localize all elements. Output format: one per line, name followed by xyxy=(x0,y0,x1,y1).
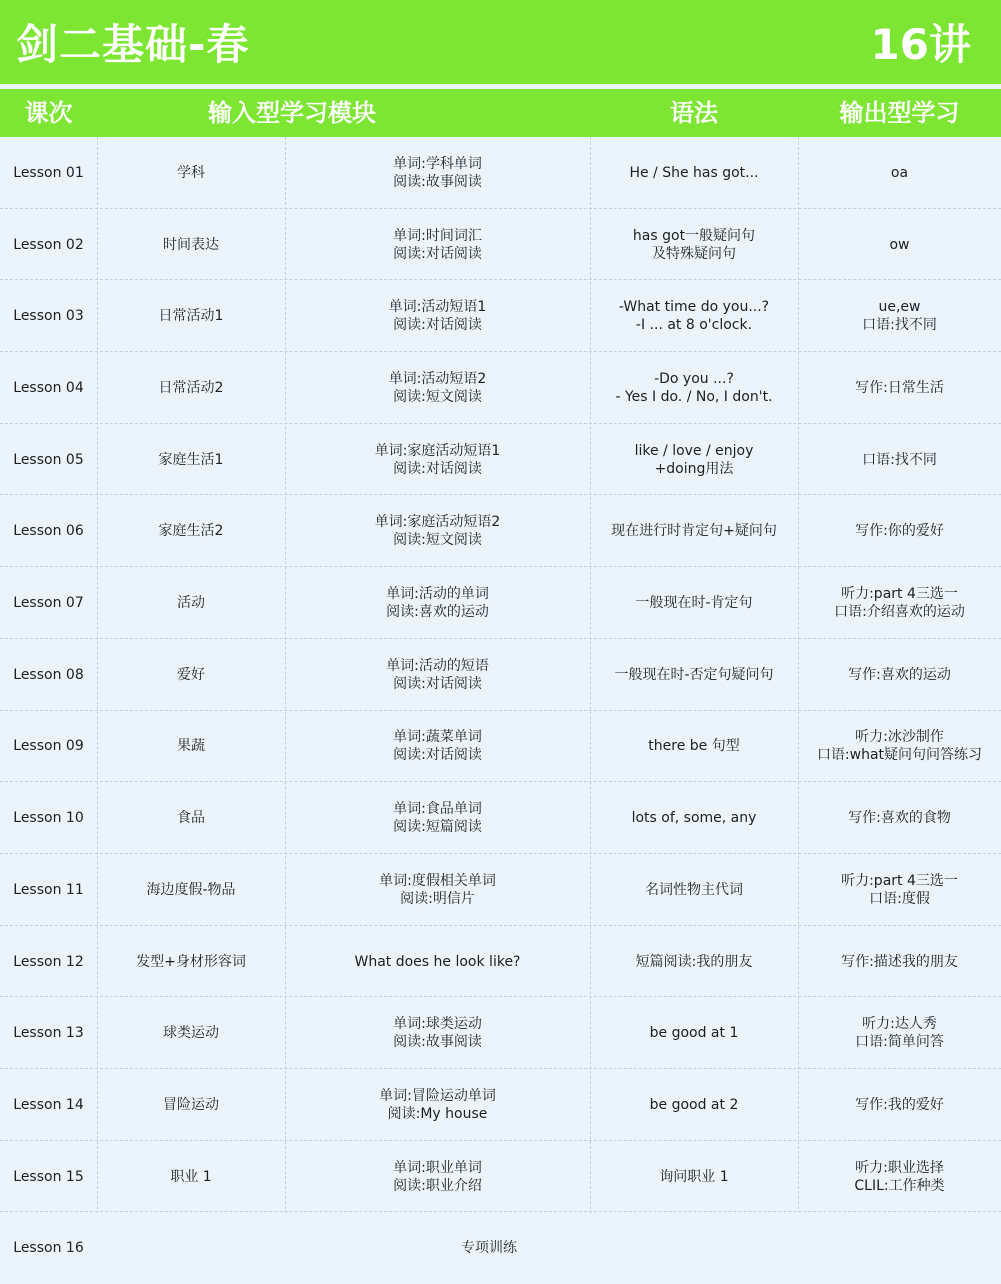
grammar-cell: He / She has got... xyxy=(629,164,759,181)
input-module-cell: 单词:活动短语1 阅读:对话阅读 xyxy=(388,299,487,334)
topic-cell: 职业 1 xyxy=(170,1168,212,1185)
output-module-cell: 写作:你的爱好 xyxy=(855,523,944,540)
table-row xyxy=(0,926,1001,998)
lesson-cell: Lesson 16 xyxy=(13,1240,84,1257)
page-title: 剑二基础-春 xyxy=(16,20,250,69)
grammar-cell: 现在进行时肯定句+疑问句 xyxy=(611,523,777,540)
topic-cell: 食品 xyxy=(177,810,205,827)
topic-cell: 冒险运动 xyxy=(163,1096,219,1113)
lesson-cell: Lesson 14 xyxy=(13,1096,84,1113)
lesson-cell: Lesson 04 xyxy=(13,379,84,396)
output-module-cell: 写作:描述我的朋友 xyxy=(841,953,958,970)
lesson-cell: Lesson 13 xyxy=(13,1025,84,1042)
lesson-cell: Lesson 10 xyxy=(13,810,84,827)
topic-cell: 海边度假-物品 xyxy=(146,881,236,898)
grammar-cell: 短篇阅读:我的朋友 xyxy=(635,953,753,970)
topic-cell: 球类运动 xyxy=(163,1025,219,1042)
lesson-table xyxy=(0,137,1001,1284)
lesson-cell: Lesson 01 xyxy=(13,164,84,181)
table-row xyxy=(0,854,1001,926)
topic-cell: 日常活动1 xyxy=(158,308,224,325)
topic-cell: 活动 xyxy=(177,595,205,612)
grammar-cell: 名词性物主代词 xyxy=(645,881,743,898)
input-module-cell: 单词:活动的单词 阅读:喜欢的运动 xyxy=(386,586,489,621)
topic-cell: 家庭生活1 xyxy=(158,451,224,468)
input-module-cell: 单词:冒险运动单词 阅读:My house xyxy=(379,1087,496,1122)
output-module-cell: 写作:日常生活 xyxy=(855,379,944,396)
column-header-grammar: 语法 xyxy=(670,99,718,127)
lesson-cell: Lesson 12 xyxy=(13,953,84,970)
grammar-cell: 一般现在时-肯定句 xyxy=(635,595,753,612)
lesson-cell: Lesson 08 xyxy=(13,666,84,683)
lesson-cell: Lesson 02 xyxy=(13,236,84,253)
topic-cell: 发型+身材形容词 xyxy=(136,953,246,970)
table-row xyxy=(0,352,1001,424)
input-module-cell: 单词:家庭活动短语1 阅读:对话阅读 xyxy=(374,442,501,477)
input-module-cell: 单词:职业单词 阅读:职业介绍 xyxy=(393,1159,482,1194)
table-row xyxy=(0,209,1001,281)
table-row xyxy=(0,711,1001,783)
lesson-count: 16讲 xyxy=(870,20,971,69)
topic-cell: 家庭生活2 xyxy=(158,523,224,540)
output-module-cell: 写作:喜欢的运动 xyxy=(848,666,951,683)
table-row xyxy=(0,782,1001,854)
table-row xyxy=(0,496,1001,568)
output-module-cell: oa xyxy=(890,164,909,181)
output-module-cell: ue,ew 口语:找不同 xyxy=(862,299,937,334)
input-module-cell: 单词:蔬菜单词 阅读:对话阅读 xyxy=(393,729,482,764)
output-module-cell: 听力:达人秀 口语:简单问答 xyxy=(855,1016,944,1051)
table-row xyxy=(0,424,1001,496)
output-module-cell: 听力:职业选择 CLIL:工作种类 xyxy=(854,1159,945,1194)
lesson-cell: Lesson 11 xyxy=(13,881,84,898)
input-module-cell: 单词:食品单词 阅读:短篇阅读 xyxy=(393,801,482,836)
grammar-cell: -Do you ...? - Yes I do. / No, I don't. xyxy=(615,370,773,405)
grammar-cell: like / love / enjoy +doing用法 xyxy=(634,442,754,477)
grammar-cell: 询问职业 1 xyxy=(659,1168,729,1185)
table-row xyxy=(0,280,1001,352)
topic-cell: 日常活动2 xyxy=(158,379,224,396)
lesson-cell: Lesson 06 xyxy=(13,523,84,540)
output-module-cell: 听力:part 4三选一 口语:介绍喜欢的运动 xyxy=(834,586,965,621)
grammar-cell: be good at 1 xyxy=(649,1025,739,1042)
title-bar xyxy=(0,0,1001,84)
output-module-cell: 口语:找不同 xyxy=(862,451,937,468)
input-module-cell: What does he look like? xyxy=(354,953,521,970)
table-row xyxy=(0,1141,1001,1213)
grammar-cell: there be 句型 xyxy=(648,738,740,755)
special-training-cell: 专项训练 xyxy=(461,1240,517,1257)
output-module-cell: 听力:part 4三选一 口语:度假 xyxy=(841,872,958,907)
grammar-cell: lots of, some, any xyxy=(631,810,757,827)
lesson-cell: Lesson 15 xyxy=(13,1168,84,1185)
table-row xyxy=(0,997,1001,1069)
input-module-cell: 单词:活动短语2 阅读:短文阅读 xyxy=(388,370,487,405)
table-header xyxy=(0,89,1001,137)
lesson-cell: Lesson 05 xyxy=(13,451,84,468)
lesson-cell: Lesson 07 xyxy=(13,595,84,612)
column-header-input: 输入型学习模块 xyxy=(208,99,376,127)
lesson-cell: Lesson 09 xyxy=(13,738,84,755)
lesson-cell: Lesson 03 xyxy=(13,308,84,325)
table-row xyxy=(0,1069,1001,1141)
topic-cell: 学科 xyxy=(177,164,205,181)
output-module-cell: 写作:喜欢的食物 xyxy=(848,810,951,827)
table-row xyxy=(0,639,1001,711)
table-row xyxy=(0,1213,1001,1284)
output-module-cell: 听力:冰沙制作 口语:what疑问句问答练习 xyxy=(816,729,983,764)
input-module-cell: 单词:学科单词 阅读:故事阅读 xyxy=(393,155,482,190)
grammar-cell: be good at 2 xyxy=(649,1096,739,1113)
topic-cell: 果蔬 xyxy=(177,738,205,755)
input-module-cell: 单词:时间词汇 阅读:对话阅读 xyxy=(393,227,482,262)
table-row xyxy=(0,137,1001,209)
input-module-cell: 单词:度假相关单词 阅读:明信片 xyxy=(379,872,496,907)
table-row xyxy=(0,567,1001,639)
input-module-cell: 单词:家庭活动短语2 阅读:短文阅读 xyxy=(374,514,501,549)
column-header-lesson: 课次 xyxy=(24,99,73,127)
grammar-cell: -What time do you...? -I ... at 8 o'clock. xyxy=(618,299,770,334)
output-module-cell: ow xyxy=(889,236,910,253)
grammar-cell: 一般现在时-否定句疑问句 xyxy=(614,666,774,683)
column-header-output: 输出型学习 xyxy=(839,99,960,127)
grammar-cell: has got一般疑问句 及特殊疑问句 xyxy=(632,227,756,262)
output-module-cell: 写作:我的爱好 xyxy=(855,1096,944,1113)
input-module-cell: 单词:活动的短语 阅读:对话阅读 xyxy=(386,657,489,692)
input-module-cell: 单词:球类运动 阅读:故事阅读 xyxy=(393,1016,482,1051)
topic-cell: 爱好 xyxy=(177,666,205,683)
topic-cell: 时间表达 xyxy=(163,236,219,253)
